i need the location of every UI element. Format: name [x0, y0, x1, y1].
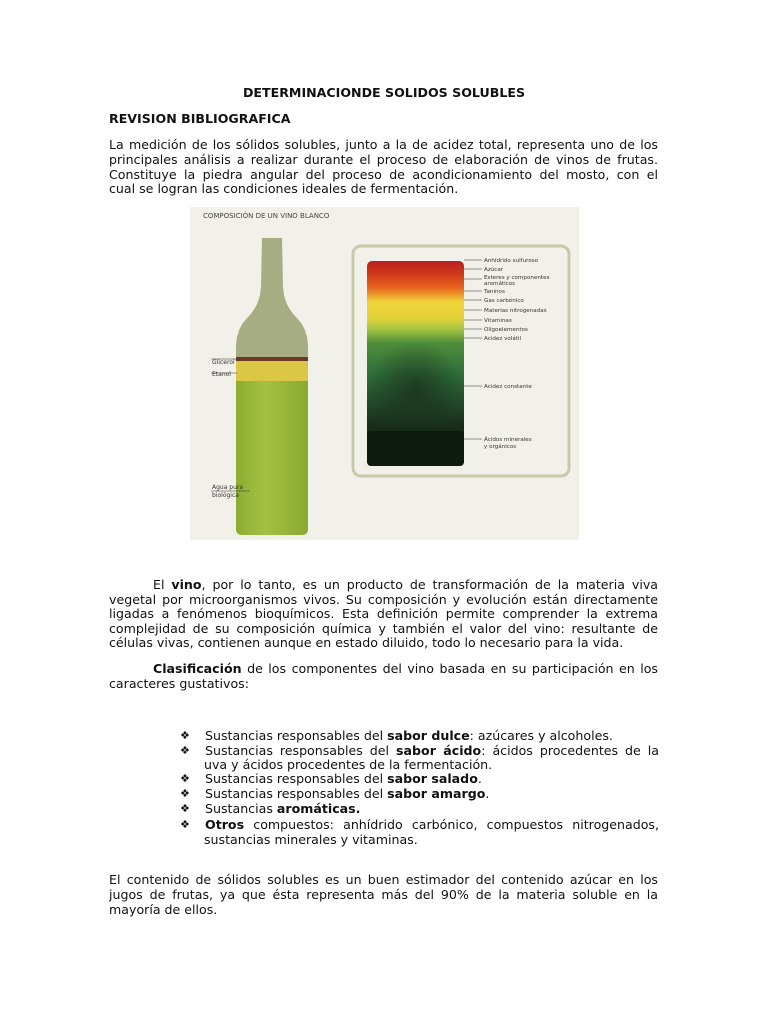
- para1-line: cual se logran las condiciones ideales de fermentación.: [109, 181, 459, 196]
- page-title: DETERMINACIONDE SOLIDOS SOLUBLES: [242, 85, 526, 100]
- bar-label: Taninos: [484, 289, 505, 295]
- bullet-icon: ❖: [180, 802, 190, 815]
- bullet-icon: ❖: [180, 787, 190, 800]
- para3-line: caracteres gustativos:: [109, 676, 249, 691]
- para4-line: El contenido de sólidos solubles es un buen estimador del contenido azúcar en los: [109, 872, 658, 887]
- label-agua-2: biológica: [212, 492, 239, 499]
- bullet-icon: ❖: [180, 729, 190, 742]
- bullet-icon: ❖: [180, 818, 190, 831]
- bar-label: Acidez constante: [484, 384, 532, 390]
- para1-line: principales análisis a realizar durante el proceso de elaboración de vinos de frutas.: [109, 152, 658, 167]
- vino-bold: vino: [171, 577, 202, 592]
- etanol-band: [236, 361, 308, 381]
- para2-line: vegetal por microorganismos vivos. Su composición y evolución están directamente: [109, 592, 658, 607]
- para2-line: células vivas, contienen aunque en estado diluido, todo lo necesario para la vida.: [109, 635, 624, 650]
- bullet-icon: ❖: [180, 772, 190, 785]
- clasificacion-bold: Clasificación: [153, 661, 242, 676]
- label-etanol: Etanol: [212, 371, 231, 378]
- wine-composition-figure: [190, 207, 579, 540]
- label-glicerol: Glicerol: [212, 359, 235, 366]
- bar-label: Gas carbónico: [484, 298, 524, 304]
- bottle-body: [236, 381, 308, 535]
- bar-label: aromáticos: [484, 281, 516, 287]
- para4-line: jugos de frutas, ya que ésta representa más del 90% de la materia soluble en la: [109, 887, 658, 902]
- bar-label: Acidez volátil: [484, 336, 522, 342]
- para3-line: Clasificación de los componentes del vino basada en su participación en los: [153, 661, 658, 676]
- bar-label: Materias nitrogenadas: [484, 308, 547, 314]
- para4-line: mayoría de ellos.: [109, 902, 218, 917]
- figure-caption: COMPOSICIÓN DE UN VINO BLANCO: [203, 212, 330, 220]
- para1-line: La medición de los sólidos solubles, junto a la de acidez total, representa uno de los: [109, 137, 658, 152]
- bar-label: Esteres y componentes: [484, 275, 550, 281]
- bar-label: Azúcar: [484, 267, 504, 273]
- para2-line: ligadas a fenómenos bioquímicos. Esta definición permite comprender la extrema: [109, 606, 658, 621]
- bullet-icon: ❖: [180, 744, 190, 757]
- label-agua: Agua pura: [212, 484, 244, 491]
- section-heading: REVISION BIBLIOGRAFICA: [109, 111, 291, 126]
- para1-line: Constituye la piedra angular del proceso de acondicionamiento del mosto, con el: [109, 167, 658, 182]
- wine-composition-illustration: [190, 207, 579, 540]
- bar-label: Vitaminas: [484, 318, 512, 324]
- bar-label: y orgánicos: [484, 444, 517, 450]
- para2-line: complejidad de su composición química y también el valor del vino: resultante de: [109, 621, 658, 636]
- bar-label: Ácidos minerales: [484, 437, 532, 443]
- bar-label: Oligoelementos: [484, 327, 528, 333]
- bar-bottom-band: [367, 431, 464, 466]
- para2-line: El vino, por lo tanto, es un producto de transformación de la materia viva: [153, 577, 658, 592]
- glicerol-band: [236, 357, 308, 361]
- bar-label: Anhídrido sulfuroso: [484, 258, 539, 264]
